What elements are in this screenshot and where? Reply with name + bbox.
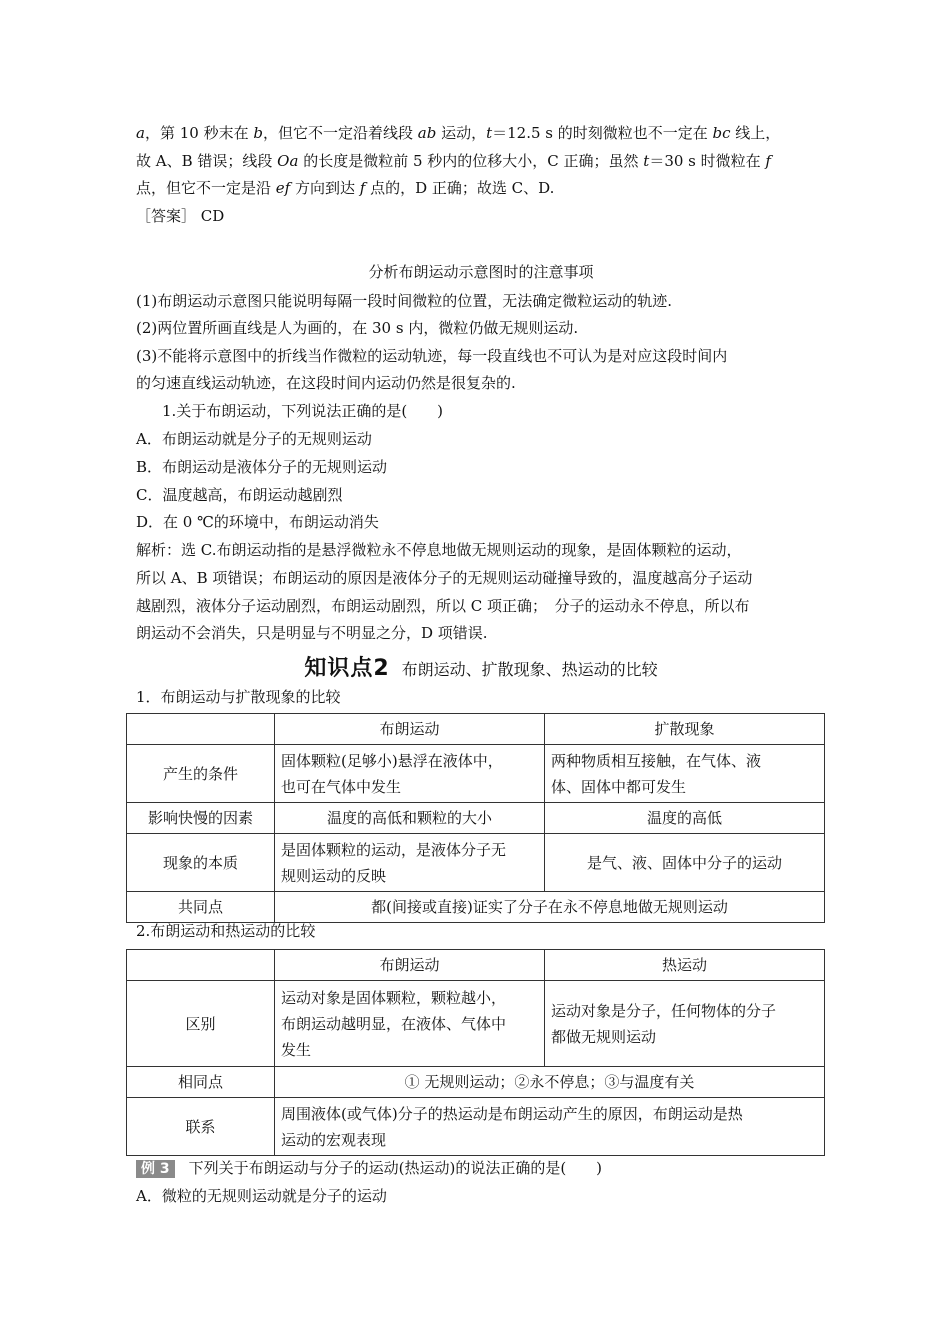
table-cell: 都(间接或直接)证实了分子在永不停息地做无规则运动: [275, 892, 825, 923]
table-cell: [545, 981, 825, 1067]
var-bc: bc: [712, 124, 731, 142]
solution-line-1: [136, 123, 826, 143]
cell-line: 布朗运动越明显，在液体、气体中: [281, 1014, 507, 1033]
note-3a: (3)不能将示意图中的折线当作微粒的运动轨迹，每一段直线也不可认为是对应这段时间内: [136, 347, 728, 365]
notes-title: 分析布朗运动示意图时的注意事项: [368, 263, 594, 281]
cell-line: 是固体颗粒的运动，是液体分子无: [281, 840, 507, 859]
table-row: [127, 950, 825, 981]
cell-line: 体、固体中都可发生: [551, 777, 687, 796]
table-1-heading: 1．布朗运动与扩散现象的比较: [136, 688, 341, 706]
table-row: [127, 1098, 825, 1156]
question-1-solution-3: 越剧烈，液体分子运动剧烈，布朗运动剧烈，所以 C 项正确； 分子的运动永不停息，所以布: [136, 597, 750, 615]
solution-line-3: [136, 178, 826, 198]
brownian-vs-thermal-table: [126, 949, 825, 1156]
text-segment: 点，但它不一定是沿: [136, 179, 276, 197]
table-row: [127, 981, 825, 1067]
table-row: [127, 803, 825, 834]
cell-line: 运动对象是固体颗粒，颗粒越小，: [281, 988, 507, 1007]
var-a: a: [136, 124, 145, 142]
question-1-solution-1: 解析：选 C.布朗运动指的是悬浮微粒永不停息地做无规则运动的现象，是固体颗粒的运动，: [136, 541, 742, 559]
var-f: f: [765, 152, 771, 170]
var-t: t: [643, 152, 650, 170]
question-1-option-b: B．布朗运动是液体分子的无规则运动: [136, 458, 388, 476]
table-cell: [545, 745, 825, 803]
text-segment: 方向到达: [290, 179, 360, 197]
text-segment: 线上，: [730, 124, 781, 142]
brownian-vs-diffusion-table: [126, 713, 825, 923]
text-segment: 运动，: [436, 124, 487, 142]
table-cell: [275, 1098, 825, 1156]
row-label: 区别: [127, 981, 275, 1067]
cell-line: 也可在气体中发生: [281, 777, 402, 796]
row-label: 现象的本质: [127, 834, 275, 892]
text-segment: 点的，D 正确；故选 C、D.: [365, 179, 555, 197]
note-1: (1)布朗运动示意图只能说明每隔一段时间微粒的位置，无法确定微粒运动的轨迹.: [136, 292, 673, 310]
note-3b: 的匀速直线运动轨迹，在这段时间内运动仍然是很复杂的.: [136, 374, 516, 392]
row-label: 联系: [127, 1098, 275, 1156]
table-header-cell: 热运动: [545, 950, 825, 981]
var-ab: ab: [417, 124, 437, 142]
var-b: b: [253, 124, 263, 142]
table-header-cell: 布朗运动: [275, 950, 545, 981]
example-badge: 例 3: [136, 1160, 175, 1178]
knowledge-point-label: 知识点2: [304, 656, 390, 681]
text-segment: ，但它不一定沿着线段: [262, 124, 418, 142]
question-1-stem: 1.关于布朗运动，下列说法正确的是( ): [162, 402, 444, 420]
text-segment: ＝12.5 s 的时刻微粒也不一定在: [492, 124, 713, 142]
var-t: t: [486, 124, 493, 142]
table-cell: [275, 981, 545, 1067]
knowledge-point-title: 布朗运动、扩散现象、热运动的比较: [401, 660, 658, 679]
text-segment: ＝30 s 时微粒在: [649, 152, 766, 170]
table-row: [127, 1067, 825, 1098]
cell-line: 发生: [281, 1040, 312, 1059]
row-label: 产生的条件: [127, 745, 275, 803]
table-cell: 是气、液、固体中分子的运动: [545, 834, 825, 892]
table-header-cell: 扩散现象: [545, 714, 825, 745]
question-1-option-d: D．在 0 ℃的环境中，布朗运动消失: [136, 513, 379, 531]
var-ef: ef: [275, 179, 291, 197]
question-1-solution-2: 所以 A、B 项错误；布朗运动的原因是液体分子的无规则运动碰撞导致的，温度越高分子运动: [136, 569, 753, 587]
table-cell: ① 无规则运动；②永不停息；③与温度有关: [275, 1067, 825, 1098]
cell-line: 都做无规则运动: [551, 1027, 657, 1046]
cell-line: 两种物质相互接触，在气体、液: [551, 751, 762, 770]
text-segment: 故 A、B 错误；线段: [136, 152, 278, 170]
row-label: 相同点: [127, 1067, 275, 1098]
example-3-stem: [136, 1158, 826, 1178]
cell-line: 运动对象是分子，任何物体的分子: [551, 1001, 777, 1020]
cell-line: 运动的宏观表现: [281, 1130, 387, 1149]
table-header-cell: [127, 714, 275, 745]
question-1-option-a: A．布朗运动就是分子的无规则运动: [136, 430, 372, 448]
cell-line: 规则运动的反映: [281, 866, 387, 885]
table-row: [127, 834, 825, 892]
solution-line-2: [136, 151, 826, 171]
row-label: 影响快慢的因素: [127, 803, 275, 834]
knowledge-point-heading: [136, 651, 826, 681]
table-cell: [275, 834, 545, 892]
example-3-text: 下列关于布朗运动与分子的运动(热运动)的说法正确的是( ): [188, 1159, 603, 1177]
table-row: [127, 714, 825, 745]
text-segment: 的长度是微粒前 5 秒内的位移大小，C 正确；虽然: [298, 152, 644, 170]
table-2-heading: 2.布朗运动和热运动的比较: [136, 922, 316, 940]
table-cell: [275, 745, 545, 803]
question-1-solution-4: 朗运动不会消失，只是明显与不明显之分，D 项错误.: [136, 624, 488, 642]
cell-line: 固体颗粒(足够小)悬浮在液体中，: [281, 751, 503, 770]
var-oa: Oa: [277, 152, 299, 170]
question-1-option-c: C．温度越高，布朗运动越剧烈: [136, 486, 343, 504]
table-cell: 温度的高低和颗粒的大小: [275, 803, 545, 834]
row-label: 共同点: [127, 892, 275, 923]
table-header-cell: [127, 950, 275, 981]
note-2: (2)两位置所画直线是人为画的，在 30 s 内，微粒仍做无规则运动.: [136, 319, 579, 337]
table-row: [127, 892, 825, 923]
table-row: [127, 745, 825, 803]
table-cell: 温度的高低: [545, 803, 825, 834]
table-header-cell: 布朗运动: [275, 714, 545, 745]
text-segment: ，第 10 秒末在: [144, 124, 254, 142]
var-f: f: [359, 179, 366, 197]
answer-line: ［答案］ CD: [136, 207, 225, 225]
example-3-option-a: A．微粒的无规则运动就是分子的运动: [136, 1187, 387, 1205]
cell-line: 周围液体(或气体)分子的热运动是布朗运动产生的原因，布朗运动是热: [281, 1104, 743, 1123]
